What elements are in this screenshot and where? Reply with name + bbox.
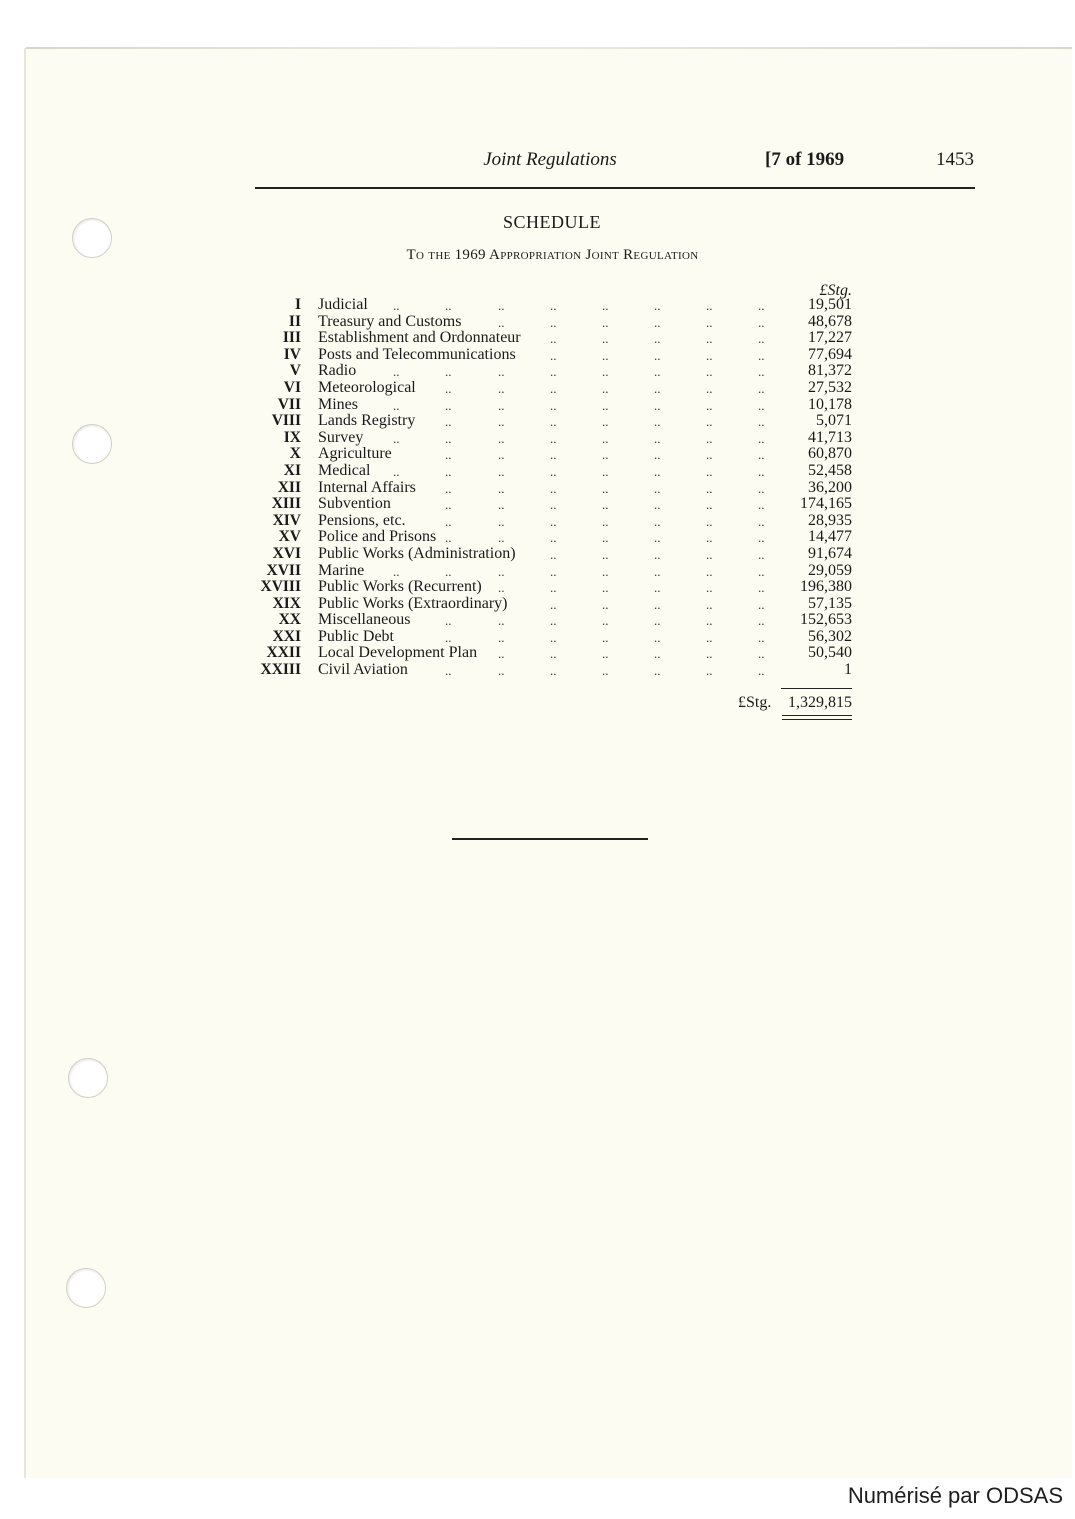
leader-dots: .. <box>498 414 505 430</box>
row-label: Local Development Plan <box>318 644 478 662</box>
leader-dots: .. <box>498 463 505 479</box>
row-amount: 41,713 <box>808 428 852 446</box>
leader-dots: .. <box>654 380 661 396</box>
leader-dots: .. <box>758 530 765 546</box>
leader-dots: .. <box>550 298 557 313</box>
row-label: Internal Affairs <box>318 478 416 496</box>
row-amount: 36,200 <box>808 478 852 496</box>
row-amount: 17,227 <box>808 329 852 347</box>
leader-dots: .. <box>654 513 661 529</box>
leader-dots: .. <box>706 314 713 330</box>
table-row <box>252 430 854 447</box>
table-row <box>252 612 854 629</box>
row-number: XXII <box>266 644 301 662</box>
leader-dots: .. <box>498 613 505 629</box>
row-number: VIII <box>271 412 301 430</box>
leader-dots: .. <box>498 364 505 380</box>
leader-dots: .. <box>445 414 452 430</box>
leader-dots: .. <box>758 580 765 596</box>
leader-dots: .. <box>654 530 661 546</box>
leader-dots: .. <box>654 596 661 612</box>
leader-dots: .. <box>706 397 713 413</box>
table-row <box>252 463 854 480</box>
row-label: Survey <box>318 428 364 446</box>
leader-dots: .. <box>498 563 505 579</box>
row-amount: 19,501 <box>808 296 852 313</box>
leader-dots: .. <box>758 596 765 612</box>
leader-dots: .. <box>550 546 557 562</box>
row-amount: 29,059 <box>808 561 852 579</box>
leader-dots: .. <box>602 580 609 596</box>
leader-dots: .. <box>654 414 661 430</box>
leader-dots: .. <box>498 314 505 330</box>
row-label: Miscellaneous <box>318 611 411 629</box>
leader-dots: .. <box>706 497 713 513</box>
leader-dots: .. <box>602 563 609 579</box>
leader-dots: .. <box>498 480 505 496</box>
row-number: I <box>294 296 301 313</box>
leader-dots: .. <box>498 663 505 679</box>
leader-dots: .. <box>393 397 400 413</box>
leader-dots: .. <box>550 596 557 612</box>
row-label: Treasury and Customs <box>318 312 462 330</box>
row-label: Public Works (Extraordinary) <box>318 594 508 612</box>
table-row <box>252 397 854 414</box>
leader-dots: .. <box>654 298 661 313</box>
leader-dots: .. <box>654 480 661 496</box>
leader-dots: .. <box>758 314 765 330</box>
total-amount: 1,329,815 <box>788 694 852 711</box>
leader-dots: .. <box>654 347 661 363</box>
leader-dots: .. <box>602 414 609 430</box>
row-amount: 50,540 <box>808 644 852 662</box>
leader-dots: .. <box>602 646 609 662</box>
leader-dots: .. <box>706 613 713 629</box>
row-label: Mines <box>318 395 358 413</box>
row-number: IV <box>283 345 301 363</box>
leader-dots: .. <box>445 380 452 396</box>
row-label: Posts and Telecommunications <box>318 345 516 363</box>
leader-dots: .. <box>602 663 609 679</box>
leader-dots: .. <box>550 613 557 629</box>
row-label: Medical <box>318 461 371 479</box>
leader-dots: .. <box>550 447 557 463</box>
table-row <box>252 546 854 563</box>
row-amount: 152,653 <box>800 611 852 629</box>
row-number: XXIII <box>260 661 301 679</box>
leader-dots: .. <box>758 463 765 479</box>
leader-dots: .. <box>498 580 505 596</box>
leader-dots: .. <box>445 663 452 679</box>
leader-dots: .. <box>445 364 452 380</box>
leader-dots: .. <box>550 629 557 645</box>
table-row <box>252 496 854 513</box>
leader-dots: .. <box>706 663 713 679</box>
dot-leaders <box>318 430 778 447</box>
leader-dots: .. <box>706 447 713 463</box>
leader-dots: .. <box>602 613 609 629</box>
leader-dots: .. <box>758 663 765 679</box>
leader-dots: .. <box>498 497 505 513</box>
leader-dots: .. <box>550 347 557 363</box>
leader-dots: .. <box>602 530 609 546</box>
leader-dots: .. <box>550 646 557 662</box>
leader-dots: .. <box>602 513 609 529</box>
paper-edge-top <box>26 47 1072 49</box>
leader-dots: .. <box>654 397 661 413</box>
leader-dots: .. <box>445 513 452 529</box>
table-row <box>252 563 854 580</box>
leader-dots: .. <box>706 480 713 496</box>
leader-dots: .. <box>758 497 765 513</box>
total-double-rule-top <box>782 715 852 716</box>
currency-column-header: £Stg. <box>819 282 852 299</box>
leader-dots: .. <box>445 629 452 645</box>
row-number: VI <box>283 378 301 396</box>
row-number: XIX <box>272 594 301 612</box>
total-currency-prefix: £Stg. <box>738 694 772 711</box>
leader-dots: .. <box>550 663 557 679</box>
leader-dots: .. <box>602 364 609 380</box>
dot-leaders <box>318 563 778 580</box>
row-number: XV <box>278 528 301 546</box>
leader-dots: .. <box>602 331 609 347</box>
paper-edge-left <box>24 48 26 1478</box>
leader-dots: .. <box>706 298 713 313</box>
row-amount: 14,477 <box>808 528 852 546</box>
leader-dots: .. <box>654 497 661 513</box>
dot-leaders <box>318 363 778 380</box>
leader-dots: .. <box>654 430 661 446</box>
row-number: XIII <box>271 495 301 513</box>
leader-dots: .. <box>758 480 765 496</box>
leader-dots: .. <box>393 463 400 479</box>
punch-hole-4 <box>66 1268 106 1308</box>
row-amount: 174,165 <box>800 495 852 513</box>
leader-dots: .. <box>654 646 661 662</box>
row-number: XVI <box>272 544 301 562</box>
row-label: Judicial <box>318 296 368 313</box>
schedule-heading: SCHEDULE <box>503 212 601 232</box>
row-label: Civil Aviation <box>318 661 408 679</box>
row-label: Agriculture <box>318 445 392 463</box>
leader-dots: .. <box>602 497 609 513</box>
leader-dots: .. <box>550 430 557 446</box>
row-number: VII <box>277 395 301 413</box>
leader-dots: .. <box>393 563 400 579</box>
total-double-rule-bottom <box>782 719 852 720</box>
row-amount: 1 <box>844 661 852 679</box>
row-label: Public Works (Administration) <box>318 544 516 562</box>
leader-dots: .. <box>654 546 661 562</box>
leader-dots: .. <box>758 629 765 645</box>
leader-dots: .. <box>758 397 765 413</box>
leader-dots: .. <box>758 646 765 662</box>
row-amount: 91,674 <box>808 544 852 562</box>
punch-hole-2 <box>72 424 112 464</box>
leader-dots: .. <box>498 397 505 413</box>
table-row <box>252 596 854 613</box>
leader-dots: .. <box>602 314 609 330</box>
leader-dots: .. <box>654 364 661 380</box>
leader-dots: .. <box>550 563 557 579</box>
row-label: Public Works (Recurrent) <box>318 578 482 596</box>
page-number: 1453 <box>936 149 974 170</box>
leader-dots: .. <box>706 513 713 529</box>
table-row <box>252 363 854 380</box>
leader-dots: .. <box>758 347 765 363</box>
leader-dots: .. <box>706 580 713 596</box>
leader-dots: .. <box>654 314 661 330</box>
end-of-schedule-rule <box>452 838 648 840</box>
row-number: V <box>289 362 301 380</box>
row-label: Marine <box>318 561 365 579</box>
leader-dots: .. <box>550 397 557 413</box>
leader-dots: .. <box>498 430 505 446</box>
row-amount: 10,178 <box>808 395 852 413</box>
table-row <box>252 314 854 331</box>
leader-dots: .. <box>706 629 713 645</box>
leader-dots: .. <box>602 629 609 645</box>
leader-dots: .. <box>758 414 765 430</box>
leader-dots: .. <box>758 613 765 629</box>
leader-dots: .. <box>498 298 505 313</box>
leader-dots: .. <box>393 364 400 380</box>
leader-dots: .. <box>393 298 400 313</box>
table-row <box>252 297 854 314</box>
row-amount: 77,694 <box>808 345 852 363</box>
leader-dots: .. <box>602 298 609 313</box>
leader-dots: .. <box>445 463 452 479</box>
leader-dots: .. <box>393 430 400 446</box>
leader-dots: .. <box>498 646 505 662</box>
row-number: XIV <box>272 511 301 529</box>
leader-dots: .. <box>602 347 609 363</box>
leader-dots: .. <box>706 430 713 446</box>
leader-dots: .. <box>758 563 765 579</box>
leader-dots: .. <box>706 414 713 430</box>
row-label: Establishment and Ordonnateur <box>318 329 521 347</box>
row-number: X <box>289 445 301 463</box>
row-number: XVIII <box>260 578 301 596</box>
leader-dots: .. <box>706 646 713 662</box>
leader-dots: .. <box>654 613 661 629</box>
leader-dots: .. <box>706 596 713 612</box>
leader-dots: .. <box>445 530 452 546</box>
row-amount: 60,870 <box>808 445 852 463</box>
leader-dots: .. <box>758 447 765 463</box>
leader-dots: .. <box>654 563 661 579</box>
table-row <box>252 645 854 662</box>
row-label: Police and Prisons <box>318 528 437 546</box>
leader-dots: .. <box>498 447 505 463</box>
table-row <box>252 480 854 497</box>
punch-hole-3 <box>68 1058 108 1098</box>
row-amount: 81,372 <box>808 362 852 380</box>
row-label: Public Debt <box>318 627 394 645</box>
leader-dots: .. <box>445 613 452 629</box>
table-row <box>252 579 854 596</box>
leader-dots: .. <box>445 397 452 413</box>
leader-dots: .. <box>758 380 765 396</box>
row-number: XX <box>278 611 301 629</box>
running-header-reference: [7 of 1969 <box>765 149 845 170</box>
leader-dots: .. <box>550 314 557 330</box>
row-number: III <box>282 329 301 347</box>
leader-dots: .. <box>706 530 713 546</box>
header-rule <box>255 187 975 189</box>
leader-dots: .. <box>550 380 557 396</box>
table-row <box>252 347 854 364</box>
digitization-watermark: Numérisé par ODSAS <box>847 1483 1063 1508</box>
row-number: XI <box>283 461 301 479</box>
table-row <box>252 513 854 530</box>
row-amount: 56,302 <box>808 627 852 645</box>
leader-dots: .. <box>498 380 505 396</box>
leader-dots: .. <box>498 513 505 529</box>
leader-dots: .. <box>602 463 609 479</box>
leader-dots: .. <box>706 364 713 380</box>
leader-dots: .. <box>654 580 661 596</box>
leader-dots: .. <box>602 430 609 446</box>
table-row <box>252 662 854 679</box>
leader-dots: .. <box>445 497 452 513</box>
leader-dots: .. <box>758 364 765 380</box>
leader-dots: .. <box>445 480 452 496</box>
leader-dots: .. <box>706 563 713 579</box>
total-rule <box>781 688 852 689</box>
leader-dots: .. <box>758 298 765 313</box>
leader-dots: .. <box>550 580 557 596</box>
row-number: IX <box>283 428 301 446</box>
leader-dots: .. <box>550 497 557 513</box>
row-amount: 5,071 <box>816 412 852 430</box>
dot-leaders <box>318 397 778 414</box>
leader-dots: .. <box>602 480 609 496</box>
table-row <box>252 330 854 347</box>
table-row <box>252 380 854 397</box>
leader-dots: .. <box>706 380 713 396</box>
leader-dots: .. <box>602 546 609 562</box>
row-number: II <box>288 312 301 330</box>
leader-dots: .. <box>550 364 557 380</box>
leader-dots: .. <box>445 430 452 446</box>
leader-dots: .. <box>654 663 661 679</box>
row-label: Lands Registry <box>318 412 416 430</box>
leader-dots: .. <box>445 447 452 463</box>
leader-dots: .. <box>706 463 713 479</box>
leader-dots: .. <box>654 629 661 645</box>
leader-dots: .. <box>706 347 713 363</box>
table-row <box>252 413 854 430</box>
punch-hole-1 <box>72 218 112 258</box>
leader-dots: .. <box>758 331 765 347</box>
leader-dots: .. <box>706 546 713 562</box>
leader-dots: .. <box>445 298 452 313</box>
row-amount: 196,380 <box>800 578 852 596</box>
leader-dots: .. <box>654 331 661 347</box>
leader-dots: .. <box>550 463 557 479</box>
row-number: XII <box>277 478 301 496</box>
leader-dots: .. <box>602 596 609 612</box>
leader-dots: .. <box>654 447 661 463</box>
row-amount: 57,135 <box>808 594 852 612</box>
row-amount: 28,935 <box>808 511 852 529</box>
dot-leaders <box>318 297 778 314</box>
row-number: XVII <box>266 561 301 579</box>
row-amount: 27,532 <box>808 378 852 396</box>
running-header-title: Joint Regulations <box>483 149 617 170</box>
schedule-subheading: To the 1969 Appropriation Joint Regulation <box>406 247 699 263</box>
row-label: Pensions, etc. <box>318 511 406 529</box>
leader-dots: .. <box>550 513 557 529</box>
table-row <box>252 529 854 546</box>
leader-dots: .. <box>550 414 557 430</box>
row-number: XXI <box>272 627 301 645</box>
leader-dots: .. <box>602 397 609 413</box>
dot-leaders <box>318 463 778 480</box>
leader-dots: .. <box>654 463 661 479</box>
leader-dots: .. <box>445 563 452 579</box>
row-label: Meteorological <box>318 378 416 396</box>
leader-dots: .. <box>602 380 609 396</box>
leader-dots: .. <box>758 430 765 446</box>
row-label: Subvention <box>318 495 391 513</box>
leader-dots: .. <box>706 331 713 347</box>
leader-dots: .. <box>550 480 557 496</box>
leader-dots: .. <box>602 447 609 463</box>
leader-dots: .. <box>550 530 557 546</box>
row-amount: 52,458 <box>808 461 852 479</box>
leader-dots: .. <box>550 331 557 347</box>
leader-dots: .. <box>498 530 505 546</box>
leader-dots: .. <box>498 629 505 645</box>
schedule-table <box>252 297 854 679</box>
row-amount: 48,678 <box>808 312 852 330</box>
row-label: Radio <box>318 362 357 380</box>
table-row <box>252 629 854 646</box>
leader-dots: .. <box>758 513 765 529</box>
table-row <box>252 446 854 463</box>
leader-dots: .. <box>758 546 765 562</box>
